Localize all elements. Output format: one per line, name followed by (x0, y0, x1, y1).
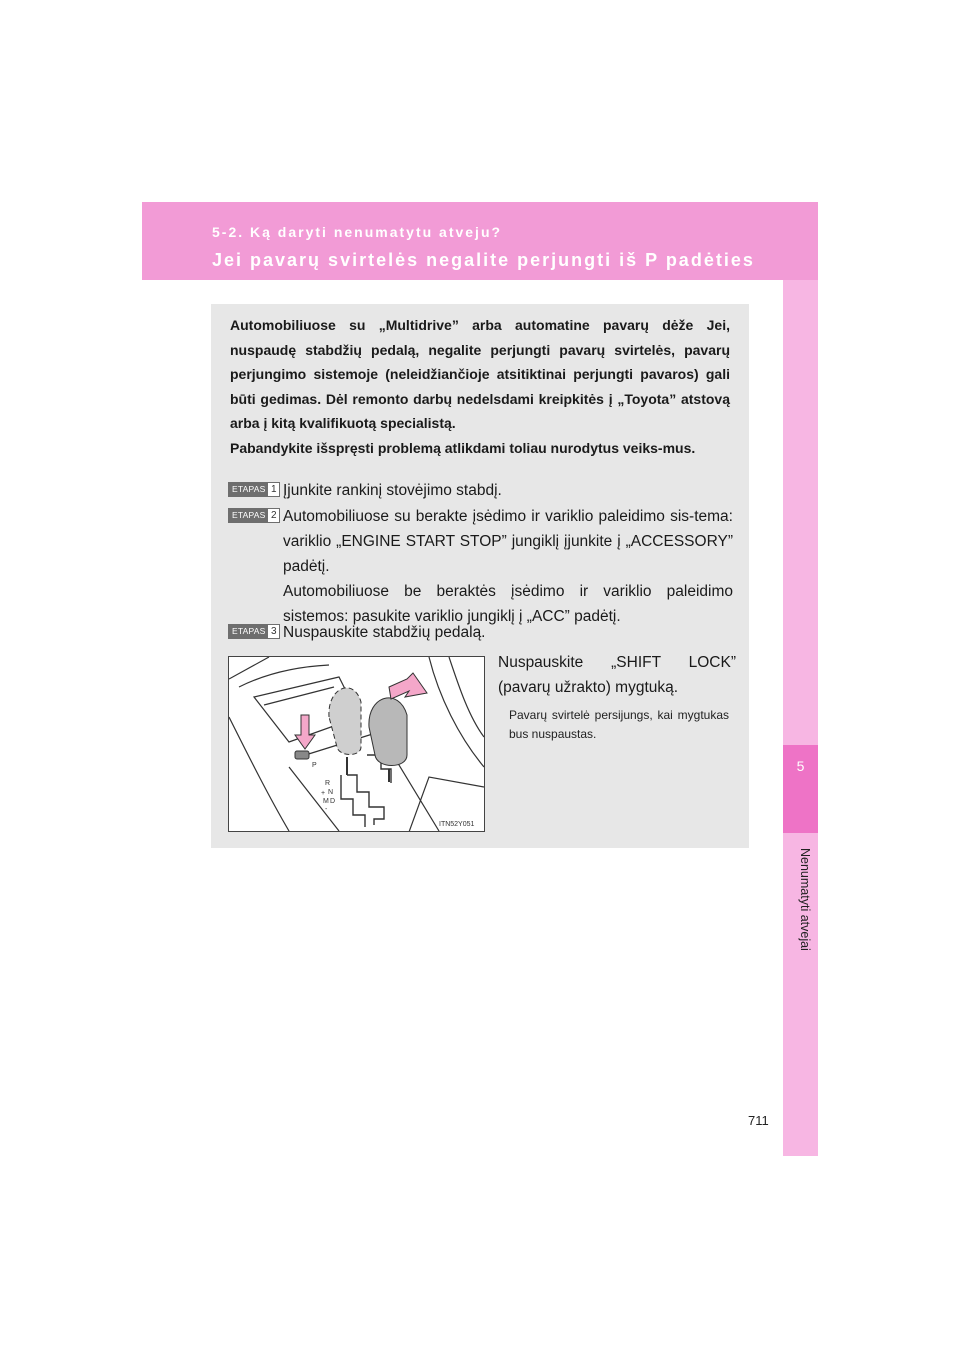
step-badge-number: 3 (268, 625, 279, 638)
step-1 (228, 478, 733, 503)
step-badge-word: ETAPAS (232, 484, 266, 494)
gear-label-m: M (323, 798, 329, 805)
chapter-label: Nenumatyti atvejai (798, 848, 812, 951)
shift-lock-button-shape (295, 751, 309, 759)
step-text-alt: Automobiliuose be beraktės įsėdimo ir variklio paleidimo sistemos: pasukite variklio jungiklį į „ACC” padėtį. (283, 583, 733, 625)
section-header (142, 202, 818, 280)
gear-label-d: D (330, 798, 336, 805)
gear-label-p: P (312, 762, 317, 769)
page-title: Jei pavarų svirtelės negalite perjungti iš P padėties (212, 250, 755, 270)
intro-paragraph: Automobiliuose su „Multidrive” arba automatine pavarų dėže Jei, nuspaudę stabdžių pedalą, negalite perjungti pavarų svirtelės, pavarų perjungimo sistemoje (neleidžiančioje atsitiktinai perjungti pavaros) gali būti gedimas. Dėl remonto darbų nedelsdami kreipkitės į „Toyota” atstovą arba į kitą kvalifikuotą specialistą. (230, 317, 730, 431)
step-badge (228, 508, 280, 523)
step-text: Automobiliuose su berakte įsėdimo ir variklio paleidimo sis-tema: variklio „ENGINE START STOP” jungiklį įjunkite į „ACCESSORY” padėtį. (283, 508, 733, 575)
page-number: 711 (748, 1113, 769, 1128)
step-4-text: Nuspauskite „SHIFT LOCK” (pavarų užrakto) mygtuką. (498, 654, 736, 696)
step-text: Įjunkite rankinį stovėjimo stabdį. (283, 482, 502, 499)
chapter-number: 5 (796, 758, 805, 774)
gear-label-plus: + (321, 790, 326, 797)
press-arrow-shape (295, 715, 315, 749)
gear-knob-shape (369, 698, 407, 766)
illustration-code: ITN52Y051 (439, 821, 475, 828)
move-arrow-shape (389, 673, 427, 699)
step-text: Nuspauskite stabdžių pedalą. (283, 624, 486, 641)
section-label: 5-2. Ką daryti nenumatytu atveju? (212, 224, 503, 240)
step-badge-word: ETAPAS (232, 510, 266, 520)
content-panel (211, 304, 749, 848)
gear-label-minus: - (325, 806, 328, 813)
intro-text (230, 313, 730, 460)
step-badge (228, 624, 280, 639)
step-4-note: Pavarų svirtelė persijungs, kai mygtukas bus nuspaustas. (509, 708, 729, 741)
step-badge-number: 2 (268, 509, 279, 522)
gear-label-r: R (325, 780, 331, 787)
step-3 (228, 620, 733, 645)
chapter-side-tab (783, 280, 818, 1156)
step-badge-word: ETAPAS (232, 626, 266, 636)
step-2 (228, 504, 733, 629)
gear-label-n: N (328, 789, 334, 796)
step-badge-number: 1 (268, 483, 279, 496)
shift-lock-illustration (228, 656, 485, 832)
shift-lever-drawing (229, 657, 484, 831)
step-badge (228, 482, 280, 497)
gear-knob-ghost-shape (329, 688, 361, 755)
intro-paragraph: Pabandykite išspręsti problemą atlikdami toliau nurodytus veiks-mus. (230, 439, 696, 456)
